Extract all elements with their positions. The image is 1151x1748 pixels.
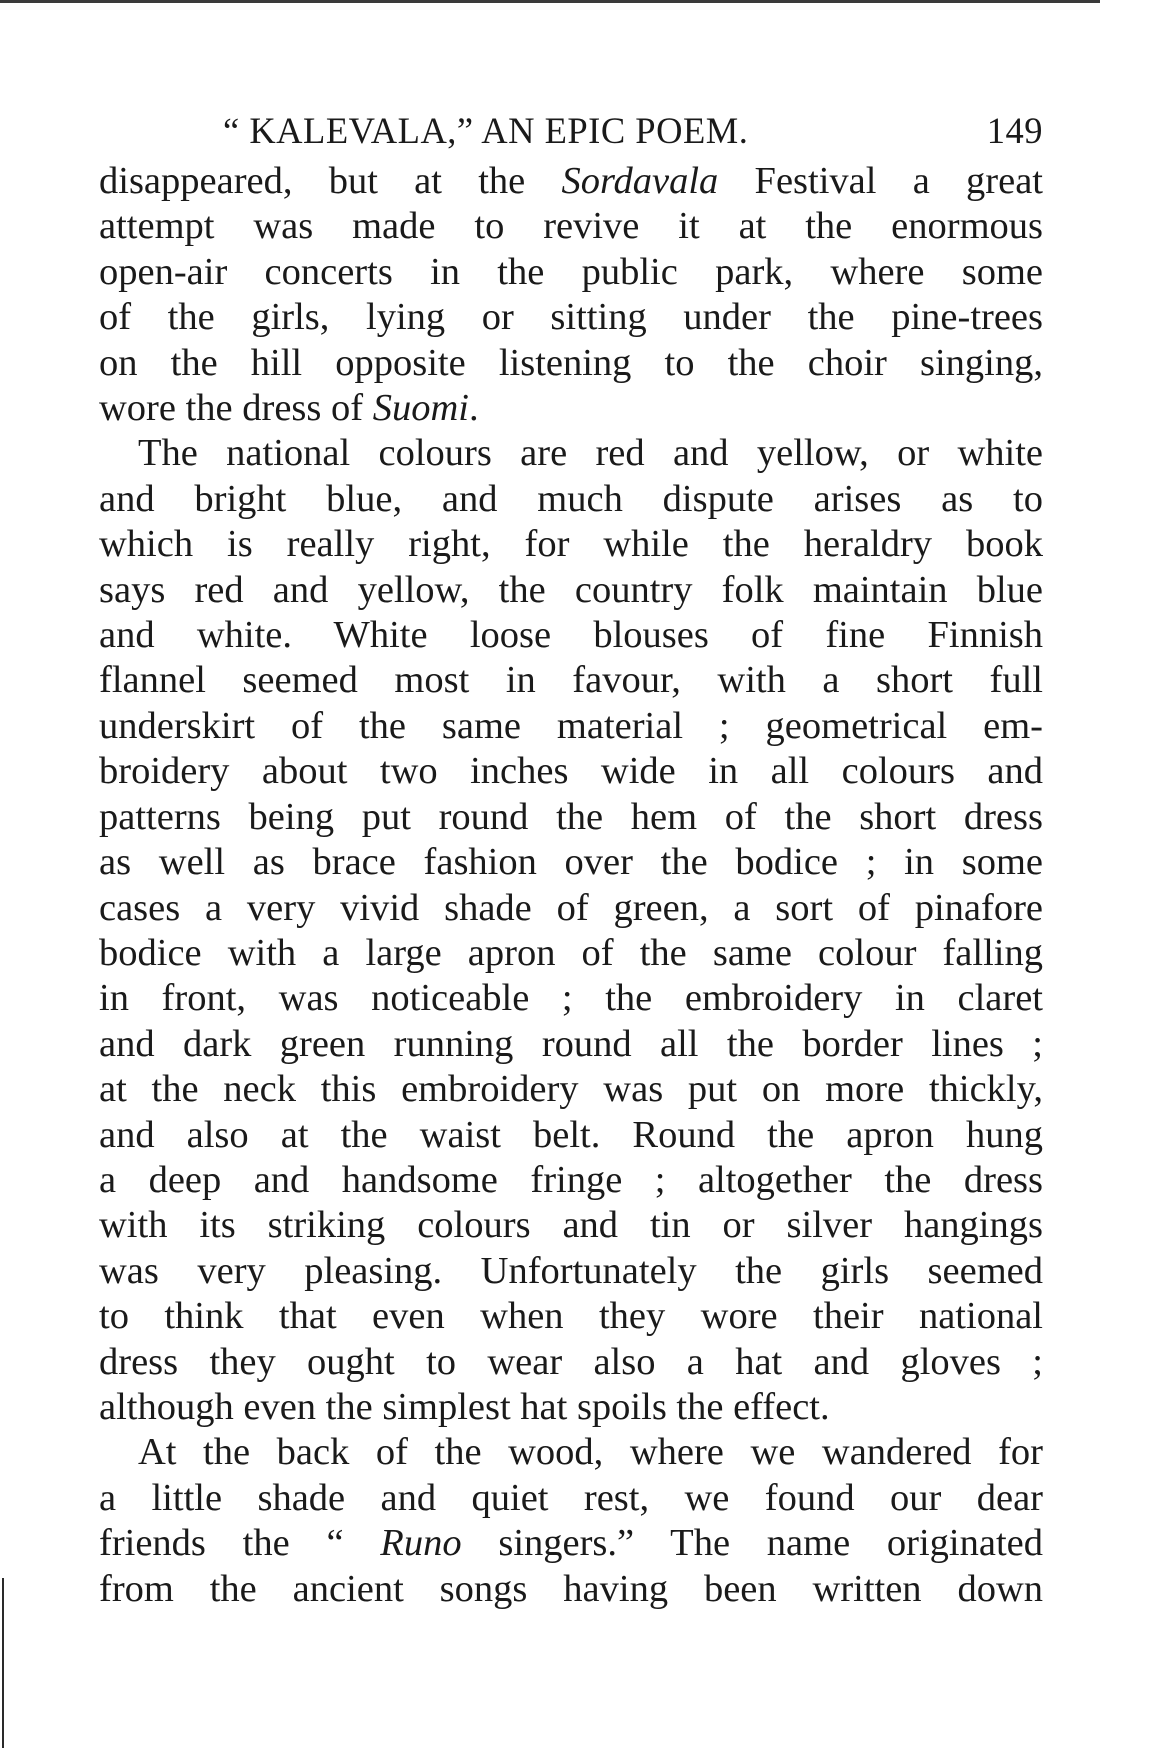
text-line: The national colours are red and yellow, or white xyxy=(138,432,1043,475)
text-line: although even the simplest hat spoils the effect. xyxy=(99,1385,830,1428)
text-line: broidery about two inches wide in all colours and xyxy=(99,750,1043,793)
text-line: a deep and handsome fringe ; altogether the dress xyxy=(99,1158,1043,1201)
running-head xyxy=(99,103,1043,159)
text-line: patterns being put round the hem of the short dress xyxy=(99,795,1043,838)
italic-term: Sordavala xyxy=(561,160,719,202)
text-line: underskirt of the same material ; geometrical em- xyxy=(99,704,1043,747)
text-line: in front, was noticeable ; the embroidery in claret xyxy=(99,977,1043,1020)
text-line: attempt was made to revive it at the enormous xyxy=(99,205,1043,248)
paragraph-1 xyxy=(99,159,1043,431)
text-line: and also at the waist belt. Round the apron hung xyxy=(99,1113,1043,1156)
italic-term: Runo xyxy=(380,1522,462,1565)
text-line: disappeared, but at the Sordavala Festival a great xyxy=(99,160,1043,202)
italic-term: Suomi xyxy=(372,387,469,430)
book-page xyxy=(99,103,1043,1612)
text-line: to think that even when they wore their national xyxy=(99,1295,1043,1338)
running-title: “ KALEVALA,” AN EPIC POEM. xyxy=(223,110,749,151)
text-line: of the girls, lying or sitting under the pine-trees xyxy=(99,296,1043,339)
text-line: as well as brace fashion over the bodice ; in some xyxy=(99,841,1043,884)
text-line: wore the dress of Suomi. xyxy=(99,387,479,430)
text-line: and bright blue, and much dispute arises as to xyxy=(99,477,1043,520)
text-line: a little shade and quiet rest, we found our dear xyxy=(99,1476,1043,1519)
text-line: At the back of the wood, where we wandered for xyxy=(138,1431,1043,1474)
top-border-line xyxy=(0,0,1100,3)
text-line: says red and yellow, the country folk maintain blue xyxy=(99,568,1043,611)
text-line: at the neck this embroidery was put on more thickly, xyxy=(99,1068,1043,1111)
body-text xyxy=(99,159,1043,1612)
page-number: 149 xyxy=(986,110,1043,151)
text-line: with its striking colours and tin or silver hangings xyxy=(99,1204,1043,1247)
text-line: cases a very vivid shade of green, a sort of pinafore xyxy=(99,886,1043,929)
text-line: on the hill opposite listening to the choir singing, xyxy=(99,341,1043,384)
paragraph-2 xyxy=(99,431,1043,1430)
left-margin-line xyxy=(2,1578,4,1748)
text-line: which is really right, for while the heraldry book xyxy=(99,523,1043,566)
text-line: friends the “ Runo singers.” The name originated xyxy=(99,1522,1043,1565)
text-line: and dark green running round all the border lines ; xyxy=(99,1022,1043,1065)
paragraph-3 xyxy=(99,1430,1043,1612)
text-line: bodice with a large apron of the same colour falling xyxy=(99,931,1043,974)
text-line: open-air concerts in the public park, where some xyxy=(99,250,1043,293)
text-line: from the ancient songs having been written down xyxy=(99,1567,1043,1610)
text-line: was very pleasing. Unfortunately the girls seemed xyxy=(99,1249,1043,1292)
text-line: flannel seemed most in favour, with a short full xyxy=(99,659,1043,702)
text-line: and white. White loose blouses of fine Finnish xyxy=(99,614,1043,657)
text-line: dress they ought to wear also a hat and gloves ; xyxy=(99,1340,1043,1383)
